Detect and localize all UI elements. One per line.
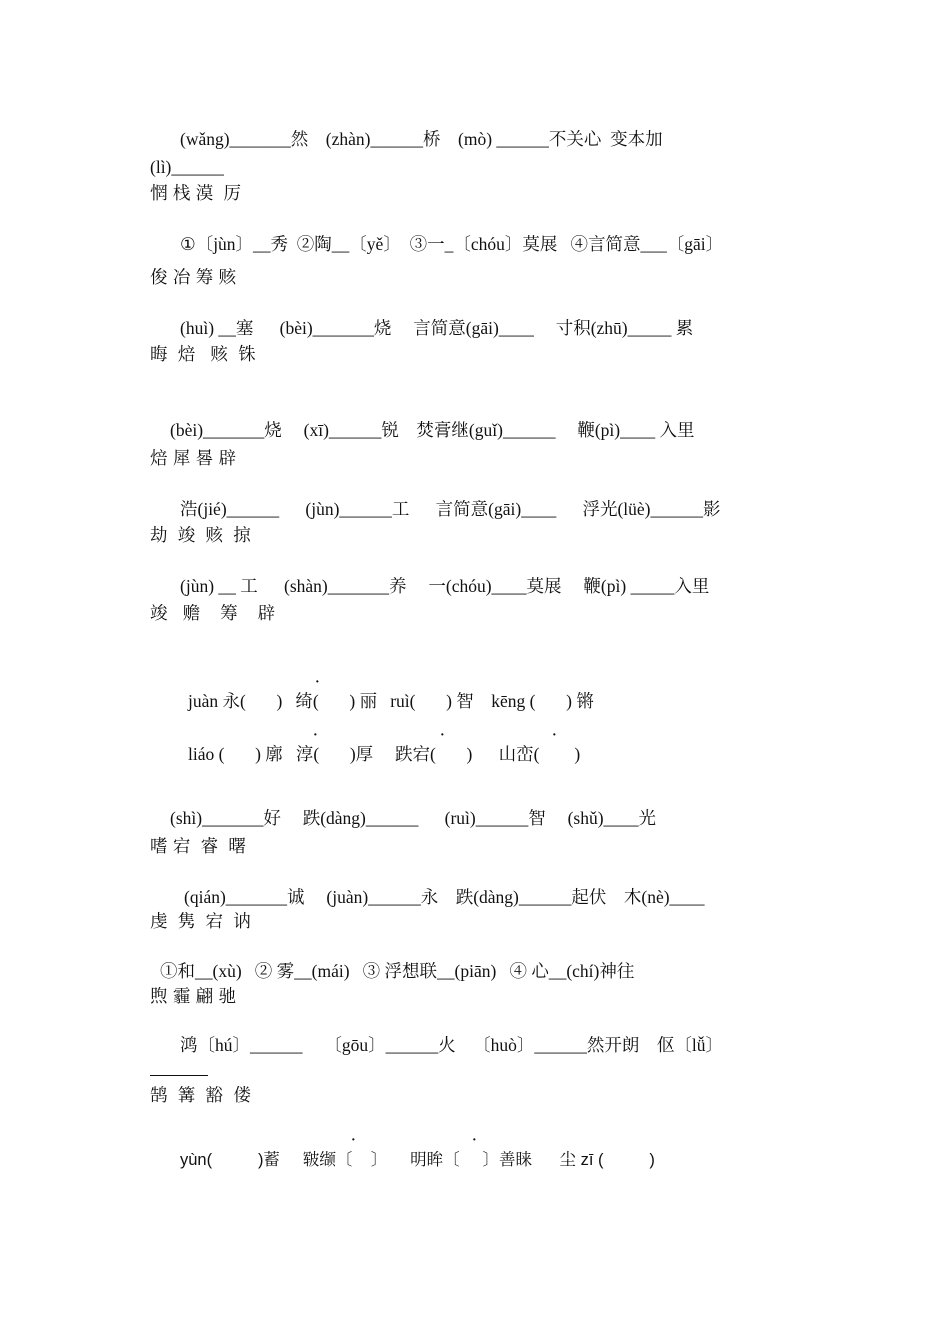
exercise-9-options: 嗜 宕 睿 曙: [150, 836, 247, 856]
answer-blank: [150, 1075, 208, 1076]
emphasis-dot: ·: [315, 675, 320, 690]
exercise-3-line: (huì) __塞 (bèi)_______烧 言简意(gāi)____ 寸积(zhū)_____ 累: [180, 318, 694, 338]
exercise-5-options: 劫 竣 赅 掠: [150, 525, 252, 545]
exercise-1-continuation: (lì)______: [150, 157, 224, 177]
exercise-6-options: 竣 赡 筹 辟: [150, 603, 276, 623]
exercise-2-line: ①〔jùn〕__秀 ②陶__〔yě〕 ③一_〔chóu〕莫展 ④言简意___〔gāi〕: [180, 234, 724, 254]
exercise-10-line: (qián)_______诚 (juàn)______永 跌(dàng)______起伏 木(nè)____: [184, 887, 705, 907]
exercise-1-options: 惘 栈 漠 厉: [150, 183, 242, 203]
emphasis-dot: ·: [472, 1133, 477, 1148]
emphasis-dot: ·: [351, 1133, 356, 1148]
exercise-8-line: liáo ( ) 廓 淳( )厚 跌宕( ) 山峦( ): [188, 744, 581, 764]
emphasis-dot: ·: [552, 728, 557, 743]
exercise-9-line: (shì)_______好 跌(dàng)______ (ruì)______智 (shǔ)____光: [170, 808, 657, 828]
exercise-13-line: yùn( )蓄 皲缬〔 〕 明眸〔 〕善睐 尘 zī ( ): [180, 1151, 655, 1169]
exercise-4-line: (bèi)_______烧 (xī)______锐 焚膏继(guǐ)______ 鞭(pì)____ 入里: [170, 420, 695, 440]
exercise-12-options: 鹄 篝 豁 偻: [150, 1085, 252, 1105]
exercise-3-options: 晦 焙 赅 铢: [150, 344, 257, 364]
exercise-2-options: 俊 冶 筹 赅: [150, 267, 237, 287]
exercise-12-line: 鸿〔hú〕______ 〔gōu〕______火 〔huò〕______然开朗 伛〔lǚ〕: [180, 1035, 723, 1055]
exercise-7-line: juàn 永( ) 绮( ) 丽 ruì( ) 智 kēng ( ) 锵: [188, 691, 594, 711]
exercise-11-line: ①和__(xù) ② 雾__(mái) ③ 浮想联__(piān) ④ 心__(chí)神往: [160, 961, 635, 981]
exercise-1-line: (wǎng)_______然 (zhàn)______桥 (mò) ______不关心 变本加: [180, 129, 663, 149]
exercise-4-options: 焙 犀 晷 辟: [150, 448, 237, 468]
exercise-10-options: 虔 隽 宕 讷: [150, 911, 252, 931]
emphasis-dot: ·: [313, 728, 318, 743]
exercise-11-options: 煦 霾 翩 驰: [150, 986, 237, 1006]
exercise-6-line: (jùn) __ 工 (shàn)_______养 一(chóu)____莫展 鞭(pì) _____入里: [180, 576, 710, 596]
exercise-5-line: 浩(jié)______ (jùn)______工 言简意(gāi)____ 浮光(lüè)______影: [180, 499, 721, 519]
emphasis-dot: ·: [440, 728, 445, 743]
